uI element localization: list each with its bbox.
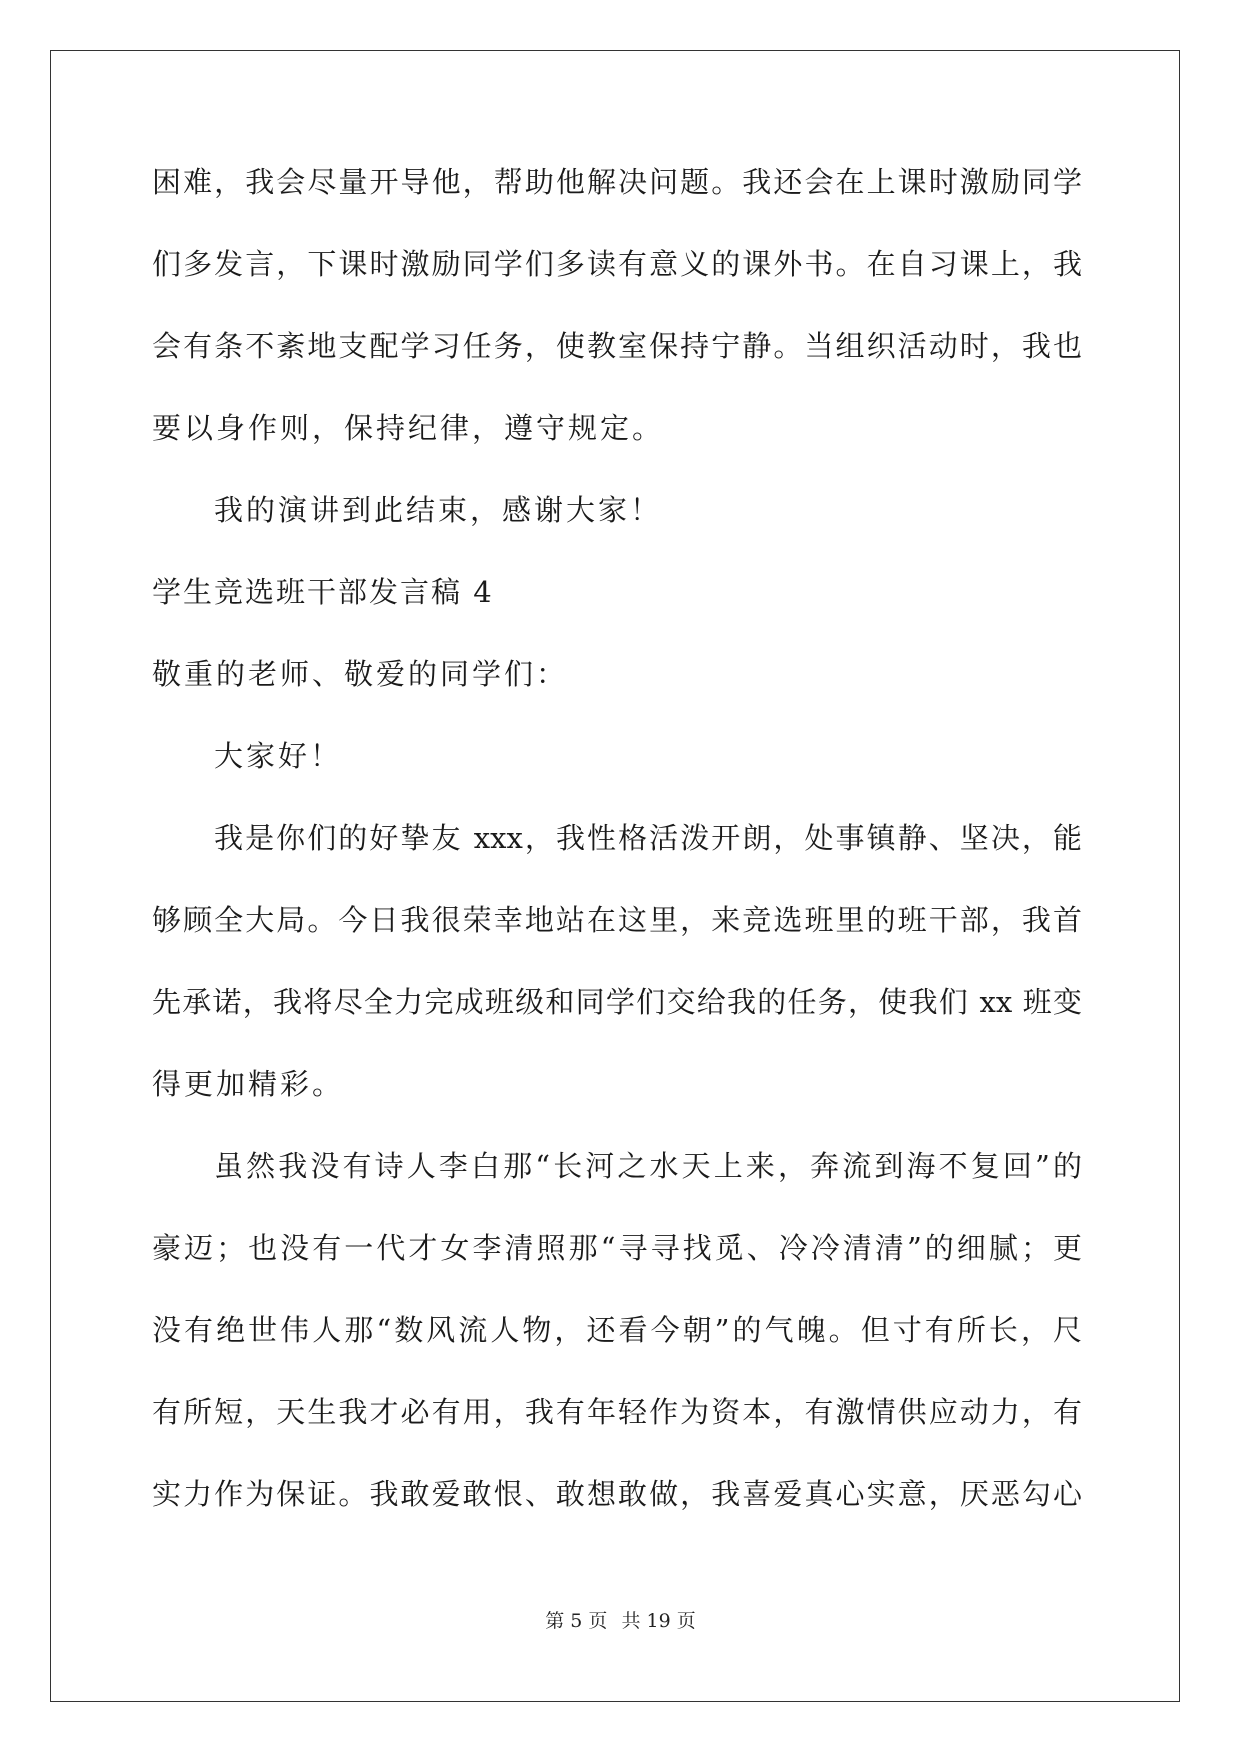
paragraph-line: 有所短，天生我才必有用，我有年轻作为资本，有激情供应动力，有 (152, 1395, 1082, 1429)
greeting: 大家好！ (214, 739, 343, 773)
paragraph-line: 虽然我没有诗人李白那“长河之水天上来，奔流到海不复回”的 (214, 1149, 1082, 1183)
paragraph-line: 我是你们的好挚友 xxx，我性格活泼开朗，处事镇静、坚决，能 (214, 821, 1082, 855)
paragraph-line: 够顾全大局。今日我很荣幸地站在这里，来竞选班里的班干部，我首 (152, 903, 1082, 937)
paragraph-line: 困难，我会尽量开导他，帮助他解决问题。我还会在上课时激励同学 (152, 165, 1082, 199)
page-number: 第 5 页 (545, 1610, 608, 1632)
section-title: 学生竞选班干部发言稿 4 (152, 575, 494, 609)
paragraph-line: 得更加精彩。 (152, 1067, 345, 1101)
page-border (50, 50, 1180, 1702)
salutation: 敬重的老师、敬爱的同学们： (152, 657, 569, 691)
paragraph-line: 没有绝世伟人那“数风流人物，还看今朝”的气魄。但寸有所长，尺 (152, 1313, 1082, 1347)
paragraph-line: 实力作为保证。我敢爱敢恨、敢想敢做，我喜爱真心实意，厌恶勾心 (152, 1477, 1082, 1511)
page-total: 共 19 页 (621, 1610, 696, 1632)
paragraph-line: 我的演讲到此结束，感谢大家！ (214, 493, 663, 527)
paragraph-line: 先承诺，我将尽全力完成班级和同学们交给我的任务，使我们 xx 班变 (152, 985, 1082, 1019)
page-footer (0, 1608, 1241, 1634)
paragraph-line: 豪迈；也没有一代才女李清照那“寻寻找觅、冷冷清清”的细腻；更 (152, 1231, 1082, 1265)
paragraph-line: 要以身作则，保持纪律，遵守规定。 (152, 411, 665, 445)
paragraph-line: 会有条不紊地支配学习任务，使教室保持宁静。当组织活动时，我也 (152, 329, 1082, 363)
paragraph-line: 们多发言，下课时激励同学们多读有意义的课外书。在自习课上，我 (152, 247, 1082, 281)
